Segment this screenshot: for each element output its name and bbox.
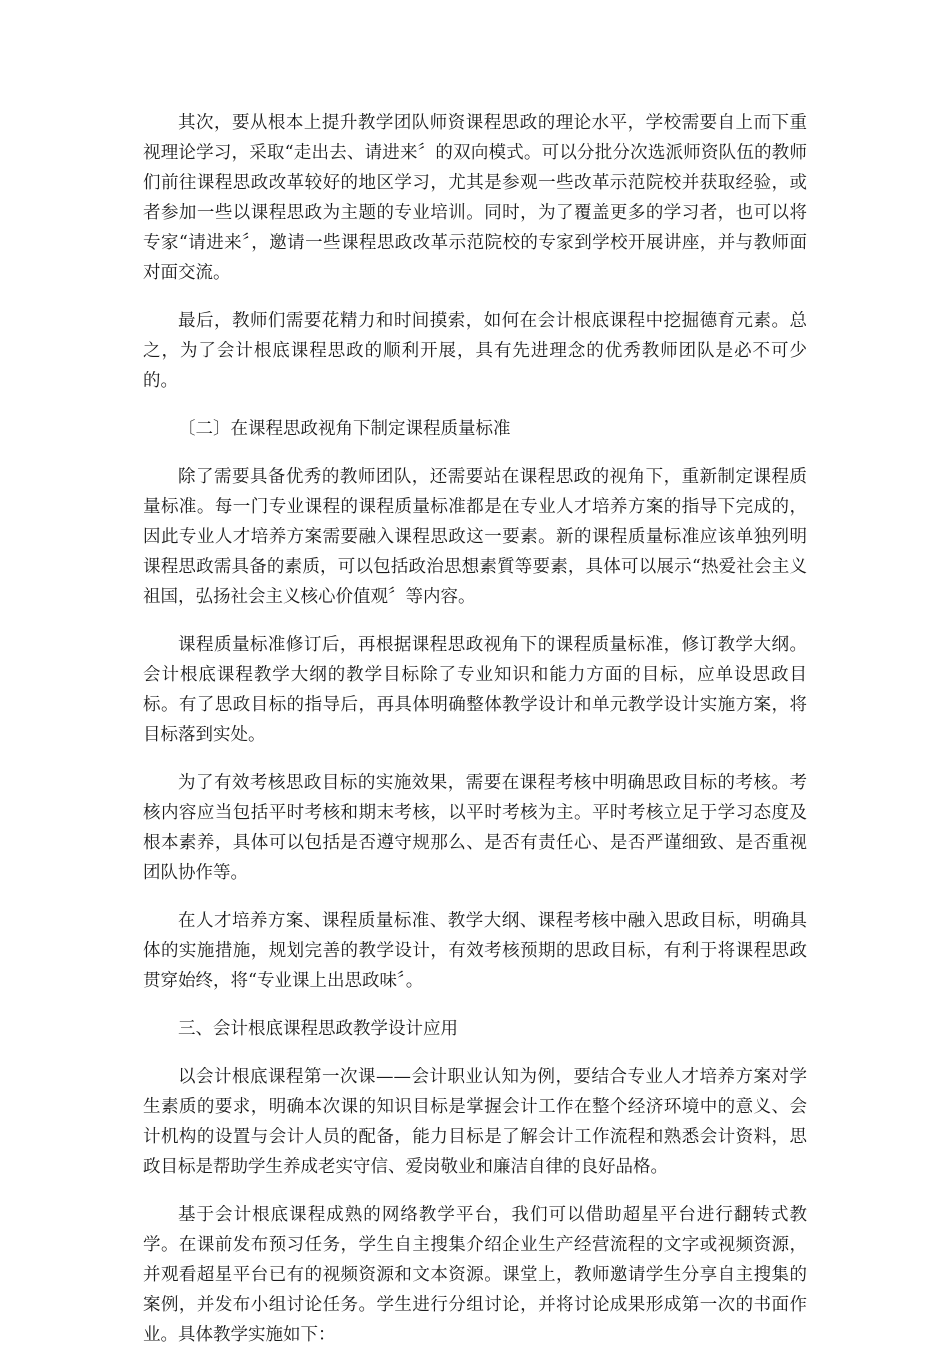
paragraph-first-lesson: 以会计根底课程第一次课——会计职业认知为例，要结合专业人才培养方案对学生素质的要求，明确本次课的知识目标是掌握会计工作在整个经济环境中的意义、会计机构的设置与会计人员的配备，能力目标是了解会计工作流程和熟悉会计资料，思政目标是帮助学生养成老实守信、爱岗敬业和廉洁自律的良好品格。 bbox=[143, 1067, 807, 1177]
paragraph-syllabus-revision: 课程质量标准修订后，再根据课程思政视角下的课程质量标准，修订教学大纲。会计根底课程教学大纲的教学目标除了专业知识和能力方面的目标，应单设思政目标。有了思政目标的指导后，再具体明确整体教学设计和单元教学设计实施方案，将目标落到实处。 bbox=[143, 635, 807, 745]
paragraph-flipped-teaching: 基于会计根底课程成熟的网络教学平台，我们可以借助超星平台进行翻转式教学。在课前发布预习任务，学生自主搜集介绍企业生产经营流程的文字或视频资源，并观看超星平台已有的视频资源和文本资源。课堂上，教师邀请学生分享自主搜集的案例，并发布小组讨论任务。学生进行分组讨论，并将讨论成果形成第一次的书面作业。具体教学实施如下： bbox=[143, 1205, 807, 1345]
paragraph-teacher-training: 其次，要从根本上提升教学团队师资课程思政的理论水平，学校需要自上而下重视理论学习，采取“走出去、请进来〞的双向模式。可以分批分次选派师资队伍的教师们前往课程思政改革较好的地区学习，尤其是参观一些改革示范院校并获取经验，或者参加一些以课程思政为主题的专业培训。同时，为了覆盖更多的学习者，也可以将专家“请进来〞，邀请一些课程思政改革示范院校的专家到学校开展讲座，并与教师面对面交流。 bbox=[143, 113, 807, 283]
paragraph-assessment: 为了有效考核思政目标的实施效果，需要在课程考核中明确思政目标的考核。考核内容应当包括平时考核和期末考核，以平时考核为主。平时考核立足于学习态度及根本素养，具体可以包括是否遵守规那么、是否有责任心、是否严谨细致、是否重视团队协作等。 bbox=[143, 773, 807, 883]
paragraph-moral-elements: 最后，教师们需要花精力和时间摸索，如何在会计根底课程中挖掘德育元素。总之，为了会计根底课程思政的顺利开展，具有先进理念的优秀教师团队是必不可少的。 bbox=[143, 311, 807, 391]
section-heading-quality-standard: 〔二〕在课程思政视角下制定课程质量标准 bbox=[178, 419, 511, 439]
document-body bbox=[143, 108, 807, 1368]
paragraph-integration: 在人才培养方案、课程质量标准、教学大纲、课程考核中融入思政目标，明确具体的实施措施，规划完善的教学设计，有效考核预期的思政目标，有利于将课程思政贯穿始终，将“专业课上出思政味〞。 bbox=[143, 911, 807, 991]
paragraph-quality-standard: 除了需要具备优秀的教师团队，还需要站在课程思政的视角下，重新制定课程质量标准。每一门专业课程的课程质量标准都是在专业人才培养方案的指导下完成的，因此专业人才培养方案需要融入课程思政这一要素。新的课程质量标准应该单独列明课程思政需具备的素质，可以包括政治思想素質等要素，具体可以展示“热爱社会主义祖国，弘扬社会主义核心价值观〞等内容。 bbox=[143, 467, 807, 607]
section-heading-teaching-design: 三、会计根底课程思政教学设计应用 bbox=[178, 1019, 458, 1039]
